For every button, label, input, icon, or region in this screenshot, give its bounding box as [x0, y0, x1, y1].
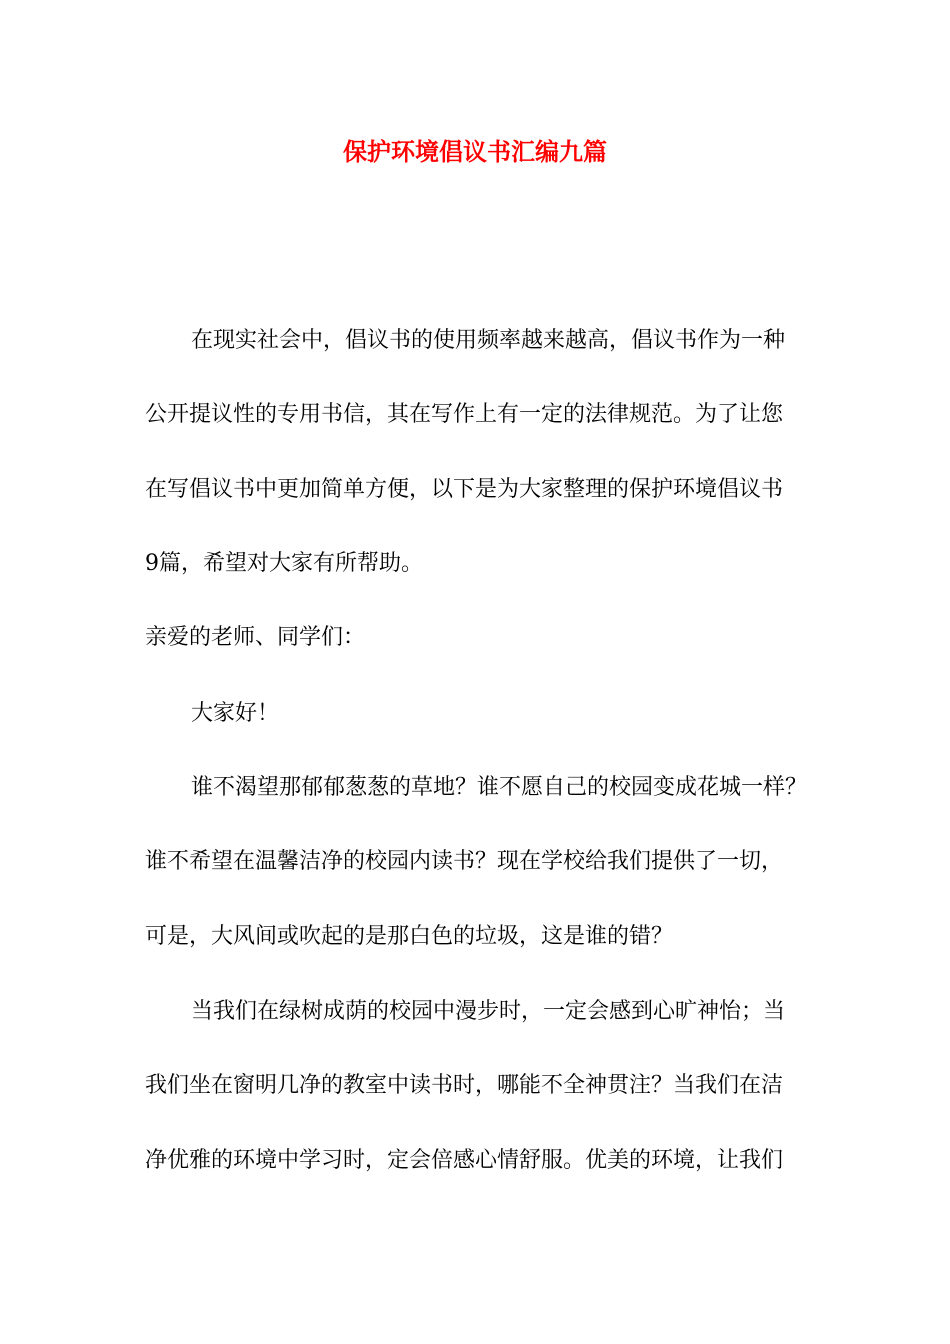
document-title: 保护环境倡议书汇编九篇 [343, 137, 607, 166]
paragraph-line: 公开提议性的专用书信，其在写作上有一定的法律规范。为了让您 [145, 402, 784, 427]
paragraph-line: 在写倡议书中更加简单方便，以下是为大家整理的保护环境倡议书 [145, 477, 784, 502]
paragraph-line: 当我们在绿树成荫的校园中漫步时，一定会感到心旷神怡；当 [191, 999, 786, 1024]
salutation: 亲爱的老师、同学们： [145, 625, 366, 650]
paragraph-line: 我们坐在窗明几净的教室中读书时，哪能不全神贯注？当我们在洁 [145, 1073, 784, 1098]
paragraph-line: 9篇，希望对大家有所帮助。 [145, 551, 423, 576]
paragraph-line: 可是，大风间或吹起的是那白色的垃圾，这是谁的错？ [145, 924, 674, 949]
paragraph-line: 谁不希望在温馨洁净的校园内读书？现在学校给我们提供了一切， [145, 849, 784, 874]
paragraph-line: 在现实社会中，倡议书的使用频率越来越高，倡议书作为一种 [191, 328, 786, 353]
paragraph-line: 谁不渴望那郁郁葱葱的草地？谁不愿自己的校园变成花城一样？ [191, 775, 808, 800]
paragraph-line: 净优雅的环境中学习时，定会倍感心情舒服。优美的环境，让我们 [145, 1148, 784, 1173]
greeting: 大家好！ [191, 701, 280, 726]
